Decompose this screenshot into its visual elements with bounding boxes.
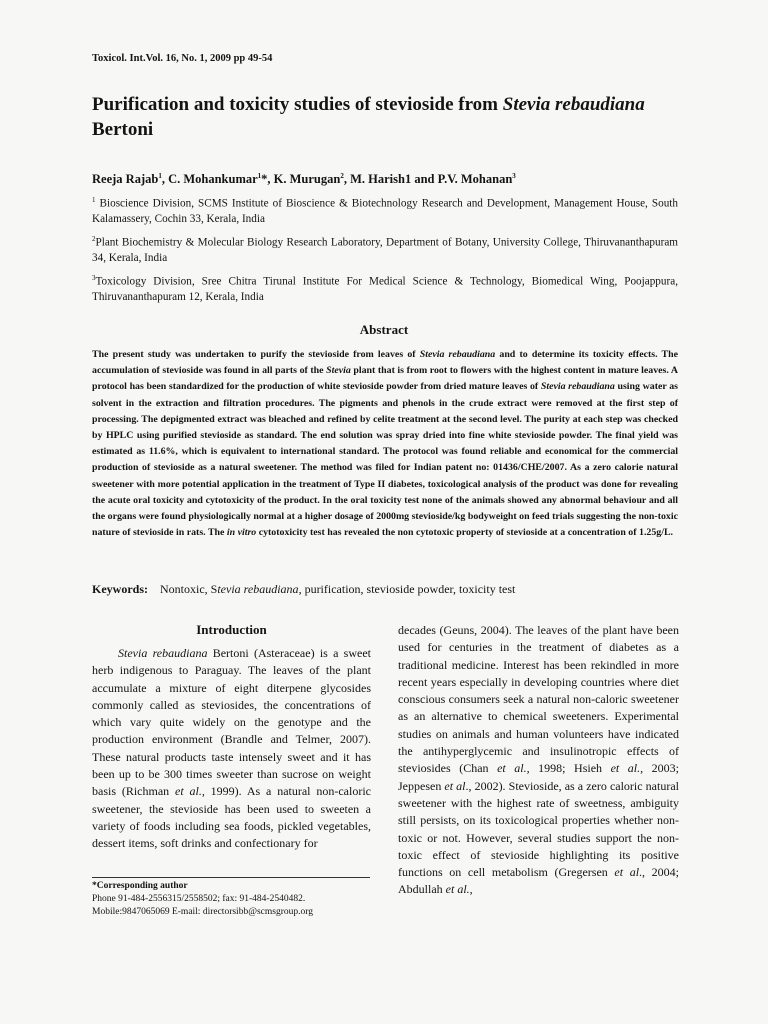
affiliation-sup: 2 — [92, 235, 96, 243]
author-sup: 1 — [158, 172, 162, 180]
intro-italic: Stevia rebaudiana — [118, 646, 208, 660]
intro-text: , 2003; Jeppesen — [398, 761, 679, 793]
intro-text: 1999). As a natural non-caloric sweetener, the stevioside has been used to sweeten a variety of foods including sea foods, pickled vegetables, dessert items, soft drinks and confectionary for — [92, 784, 371, 851]
affiliation — [92, 193, 678, 228]
abstract-heading: Abstract — [359, 322, 409, 337]
corresponding-author-footnote — [92, 880, 372, 919]
author-sup: 3 — [512, 172, 516, 180]
abstract-body — [92, 347, 678, 541]
abstract-text: cytotoxicity test has revealed the non cytotoxic property of stevioside at a concentration of 1.25g/L. — [256, 527, 674, 539]
author-name: , M. Harish1 and P.V. Mohanan — [343, 172, 513, 187]
author-sup: 1 — [257, 172, 262, 180]
intro-text: ., 2002). Stevioside, as a zero caloric natural sweetener with the highest rate of sweetness, ambiguity still persists, on its toxicological properties whether non-toxic or not. However, several studies support the non-toxic effect of stevioside highlighting its positive functions on cell metabolism (Gregersen — [398, 778, 679, 880]
footnote-divider — [92, 877, 370, 878]
title-species: Stevia rebaudiana — [502, 94, 645, 115]
intro-italic: et al. — [445, 882, 470, 897]
intro-italic: et al — [444, 778, 466, 793]
intro-text: 1998; Hsieh — [529, 761, 611, 776]
abstract-italic: Stevia — [326, 365, 351, 377]
abstract-text: using water as solvent in the extraction and filtration procedures. The pigments and phenols in the crude extract were removed at the first step of processing. The depigmented extract was bleached and refined by celite treatment at the second level. The purity at each step was checked by HPLC using purified stevioside as standard. The end solution was spray dried into fine white stevioside powder. The final yield was estimated as 11.6%, which is equivalent to international standard. The protocol was found reliable and economical for the commercial production of stevioside as a natural sweetener. The method was filed for Indian patent no: 01436/CHE/2007. As a zero calorie natural sweetener with more potential application in the treatment of Type II diabetes, toxicological analysis of the product was done for revealing the acute oral toxicity and cytotoxicity of the product. In the oral toxicity test none of the animals showed any abnormal behaviour and all the organs were found physiologically normal at a higher dosage of 2000mg stevioside/kg bodyweight on feed trials suggesting the non-toxic nature of stevioside in rats. The — [92, 381, 678, 539]
intro-italic: et al — [614, 865, 640, 880]
abstract-italic: Stevia rebaudiana — [540, 381, 615, 393]
intro-italic: et al. — [610, 761, 641, 776]
author-name: , C. Mohankumar — [161, 172, 258, 187]
abstract-italic: Stevia rebaudiana — [419, 349, 496, 360]
intro-paragraph — [92, 645, 371, 853]
paper-title — [92, 92, 692, 142]
title-tail: Bertoni — [92, 119, 154, 140]
affiliation-sup: 3 — [92, 274, 96, 282]
affiliation — [92, 271, 678, 306]
keywords-italic: tevia rebaudiana — [217, 582, 299, 596]
right-column — [398, 622, 679, 899]
footnote-heading: *Corresponding author — [92, 881, 188, 891]
keywords-text: Nontoxic, S — [160, 582, 218, 596]
intro-italic: et al., — [175, 784, 205, 799]
footnote-phone: Phone 91-484-2556315/2558502; fax: 91-484-2540482. — [92, 894, 306, 904]
abstract-italic: in vitro — [226, 527, 257, 539]
footnote-mobile: Mobile:9847065069 E-mail: directorsibb@scmsgroup.org — [92, 907, 313, 917]
intro-text: ., 2004; Abdullah — [398, 865, 679, 897]
corresponding-mark: * — [261, 172, 268, 187]
author-sup: 2 — [340, 172, 344, 180]
abstract-text: and to determine its toxicity effects. The accumulation of stevioside was found in all parts of the — [92, 349, 679, 377]
left-column — [92, 622, 371, 853]
intro-text: , — [469, 882, 473, 897]
affiliation-text: Bioscience Division, SCMS Institute of Bioscience & Biotechnology Research and Development, Management House, South Kalamassery, Cochin 33, Kerala, India — [92, 197, 678, 226]
affiliation-sup: 1 — [92, 196, 96, 204]
abstract-text: The present study was undertaken to purify the stevioside from leaves of — [92, 349, 420, 360]
keywords-text: , purification, stevioside powder, toxicity test — [298, 582, 516, 596]
title-main: Purification and toxicity studies of stevioside from — [92, 94, 503, 115]
affiliation — [92, 232, 678, 267]
intro-paragraph-continued — [398, 622, 679, 899]
affiliation-text: Plant Biochemistry & Molecular Biology Research Laboratory, Department of Botany, University College, Thiruvananthapuram 34, Kerala, India — [92, 236, 678, 265]
author-name: Reeja Rajab — [92, 172, 159, 187]
intro-italic: et al., — [497, 761, 530, 776]
keywords-line — [92, 582, 515, 597]
affiliation-text: Toxicology Division, Sree Chitra Tirunal Institute For Medical Science & Technology, Biomedical Wing, Poojappura, Thiruvananthapuram 12, Kerala, India — [92, 275, 678, 304]
author-name: , K. Murugan — [267, 172, 341, 187]
introduction-heading: Introduction — [196, 622, 267, 637]
intro-text: decades (Geuns, 2004). The leaves of the plant have been used for centuries in the treatment of diabetes as a traditional medicine. Interest has been rekindled in more recent years especially in developing countries where diet conscious consumers seek a natural non-caloric sweetener as an alternative to chemical sweeteners. Experimental studies on animals and human volunteers have indicated the antihyperglycemic and insulinotropic effects of steviosides (Chan — [398, 623, 679, 776]
abstract-text: plant that is from root to flowers with the highest content in mature leaves. A protocol has been standardized for the production of white stevioside powder from dried mature leaves of — [92, 365, 678, 393]
keywords-label: Keywords: — [92, 582, 148, 596]
journal-citation: Toxicol. Int.Vol. 16, No. 1, 2009 pp 49-54 — [92, 53, 273, 64]
author-list — [92, 172, 516, 187]
intro-text: Bertoni (Asteraceae) is a sweet herb indigenous to Paraguay. The leaves of the plant accumulate a mixture of eight diterpene glycosides commonly called as steviosides, the concentrations of which vary quite widely on the genotype and the production environment (Brandle and Telmer, 2007). These natural products taste intensely sweet and it has been up to be 300 times sweeter than sucrose on weight basis (Richman — [92, 646, 371, 799]
